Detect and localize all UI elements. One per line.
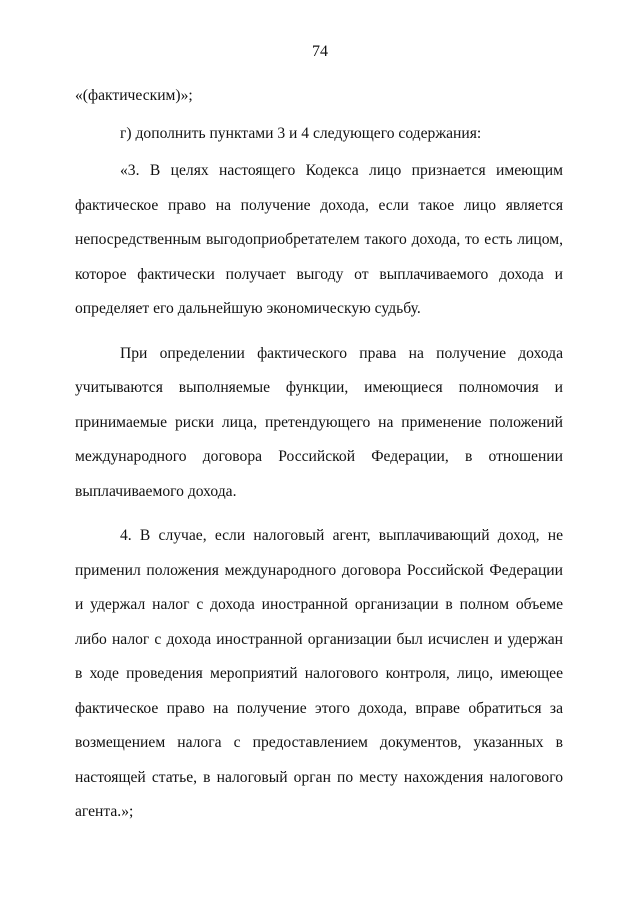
- paragraph-point-4: 4. В случае, если налоговый агент, выплачивающий доход, не применил положения международного договора Российской Федерации и удержал налог с дохода иностранной организации в полном объеме либо налог с дохода иностранной организации был исчислен и удержан в ходе проведения мероприятий налогового контроля, лицо, имеющее фактическое право на получение этого дохода, вправе обратиться за возмещением налога с предоставлением документов, указанных в настоящей статье, в налоговый орган по месту нахождения налогового агента.»;: [75, 527, 563, 820]
- paragraph-determination: При определении фактического права на получение дохода учитываются выполняемые функции, имеющиеся полномочия и принимаемые риски лица, претендующего на применение положений международного договора Российской Федерации, в отношении выплачиваемого дохода.: [75, 344, 563, 500]
- paragraph-point-3: «3. В целях настоящего Кодекса лицо признается имеющим фактическое право на получение дохода, если такое лицо является непосредственным выгодоприобретателем такого дохода, то есть лицом, которое фактически получает выгоду от выплачиваемого дохода и определяет его дальнейшую экономическую судьбу.: [75, 162, 563, 317]
- page-number: 74: [312, 43, 328, 60]
- document-body: [75, 79, 563, 830]
- paragraph-quote-fragment: «(фактическим)»;: [75, 87, 193, 104]
- paragraph-item-g: г) дополнить пунктами 3 и 4 следующего содержания:: [120, 124, 482, 142]
